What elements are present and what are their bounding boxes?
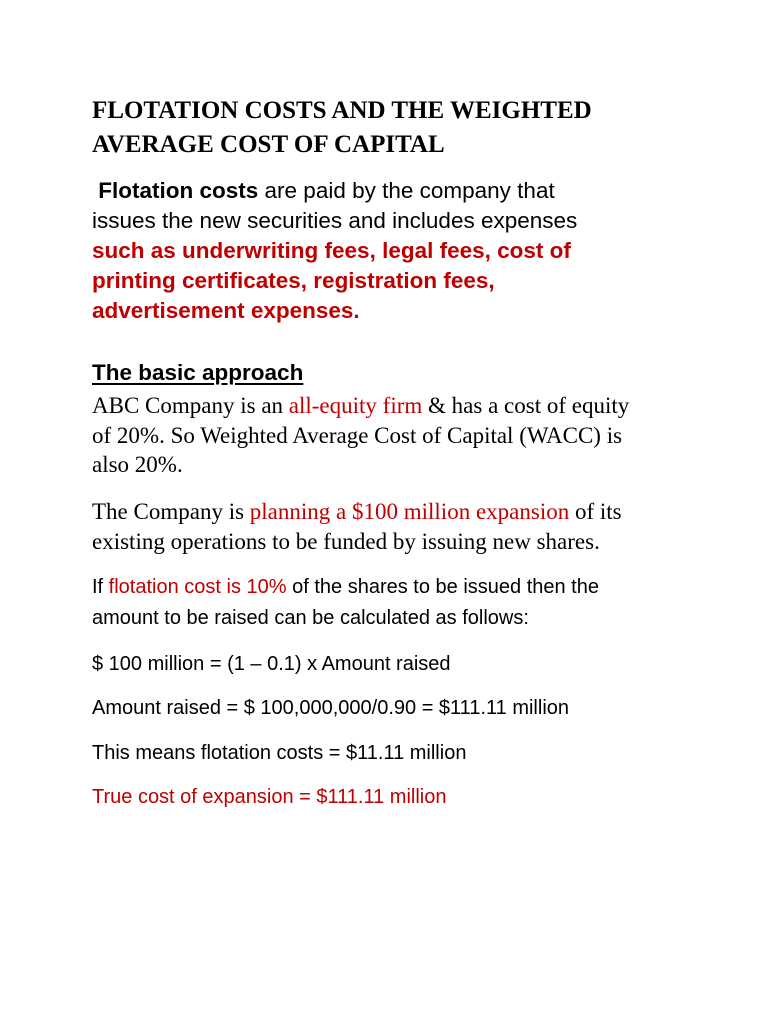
- expenses-list-line-3: advertisement expenses.: [92, 298, 360, 323]
- title-line-1: FLOTATION COSTS AND THE WEIGHTED: [92, 97, 592, 124]
- abc-company-paragraph: [92, 391, 732, 480]
- para3-line-1-a: If: [92, 576, 109, 598]
- expenses-list-line-1: such as underwriting fees, legal fees, cost of: [92, 238, 571, 263]
- section-heading: The basic approach: [92, 360, 304, 385]
- flotation-rate-highlight: flotation cost is 10%: [108, 576, 287, 598]
- para2-line-1-b: of its: [569, 499, 622, 524]
- para1-line-3: also 20%.: [92, 452, 183, 477]
- true-cost-result: True cost of expansion = $111.11 million: [92, 786, 447, 808]
- expansion-highlight: planning a $100 million expansion: [249, 499, 570, 524]
- all-equity-firm-highlight: all-equity firm: [288, 393, 423, 418]
- para3-line-1: [92, 572, 752, 603]
- intro-line-1: [92, 176, 752, 206]
- para2-line-1-a: The Company is: [92, 499, 250, 524]
- para1-line-1: [92, 391, 732, 421]
- para3-line-1-b: of the shares to be issued then the: [286, 576, 599, 598]
- equation-flotation-costs: This means flotation costs = $11.11 million: [92, 742, 467, 764]
- intro-line-1-rest: are paid by the company that: [258, 178, 555, 203]
- para1-line-2: of 20%. So Weighted Average Cost of Capital (WACC) is: [92, 422, 623, 448]
- page-title: [92, 94, 732, 162]
- equation-amount-calculation: Amount raised = $ 100,000,000/0.90 = $111.11 million: [92, 697, 570, 719]
- expenses-list-line-2: printing certificates, registration fees,: [92, 268, 495, 293]
- para2-line-1: [92, 497, 732, 527]
- para3-line-2: amount to be raised can be calculated as follows:: [92, 607, 529, 629]
- para2-line-2: existing operations to be funded by issuing new shares.: [92, 528, 600, 554]
- title-line-2: AVERAGE COST OF CAPITAL: [92, 131, 445, 158]
- equation-amount-raised: $ 100 million = (1 – 0.1) x Amount raised: [92, 653, 451, 675]
- para1-line-1-a: ABC Company is an: [92, 393, 289, 418]
- intro-line-2: issues the new securities and includes expenses: [92, 208, 578, 233]
- expansion-paragraph: [92, 497, 732, 556]
- flotation-costs-term: Flotation costs: [98, 178, 259, 203]
- intro-paragraph: [92, 176, 752, 326]
- para1-line-1-b: & has a cost of equity: [422, 393, 630, 418]
- flotation-cost-paragraph: [92, 572, 752, 634]
